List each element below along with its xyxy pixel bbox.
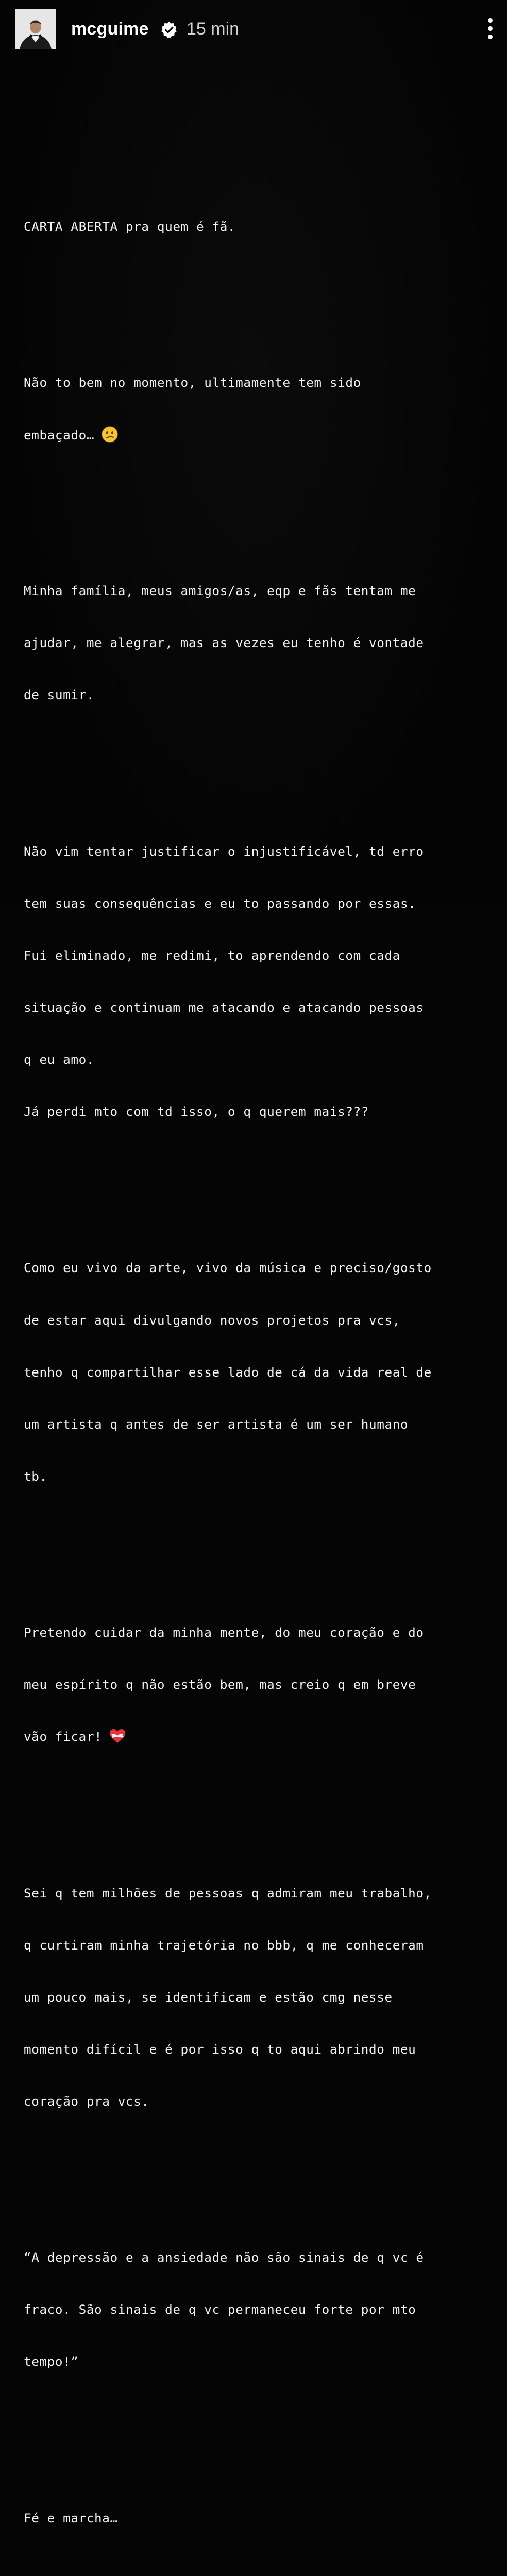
letter-line: Pretendo cuidar da minha mente, do meu coração e do (24, 1625, 424, 1640)
more-options-button[interactable] (482, 15, 499, 42)
letter-line: situação e continuam me atacando e atacando pessoas (24, 999, 424, 1015)
letter-signoff (24, 2475, 498, 2562)
letter-line: Como eu vivo da arte, vivo da música e preciso/gosto (24, 1260, 432, 1276)
letter-line: q eu amo. (24, 1052, 95, 1067)
letter-paragraph (24, 1225, 498, 1520)
profile-avatar[interactable] (15, 9, 56, 49)
letter-title (24, 183, 498, 270)
letter-line-text: vão ficar! (24, 1729, 103, 1744)
letter-line: CARTA ABERTA pra quem é fã. (24, 218, 236, 234)
letter-line: de estar aqui divulgando novos projetos pra vcs, (24, 1312, 400, 1328)
letter-paragraph (24, 548, 498, 739)
letter-paragraph (24, 339, 498, 478)
letter-line: momento difícil e é por isso q to aqui abrindo meu (24, 2041, 416, 2057)
letter-paragraph (24, 1850, 498, 2145)
confused-face-emoji-icon (102, 426, 118, 443)
letter-line: tb. (24, 1468, 47, 1484)
letter-line: um artista q antes de ser artista é um ser humano (24, 1416, 409, 1432)
mending-heart-emoji-icon (109, 1728, 126, 1744)
letter-line: Já perdi mto com td isso, o q querem mais??? (24, 1104, 369, 1120)
letter-line: tem suas consequências e eu to passando por essas. (24, 895, 416, 911)
letter-paragraph (24, 1589, 498, 1781)
letter-line: tenho q compartilhar esse lado de cá da vida real de (24, 1364, 432, 1380)
letter-line: Minha família, meus amigos/as, eqp e fãs tentam me (24, 583, 416, 599)
letter-line (24, 426, 498, 444)
letter-quote (24, 2214, 498, 2405)
ellipsis-dot (488, 35, 493, 39)
letter-line: de sumir. (24, 687, 95, 703)
letter-line: um pouco mais, se identificam e estão cmg nesse (24, 1989, 393, 2005)
avatar-photo-icon (15, 9, 56, 49)
username[interactable]: mcguime (71, 19, 149, 39)
letter-line: tempo!” (24, 2354, 79, 2369)
open-letter-text (24, 131, 498, 2576)
letter-line: Sei q tem milhões de pessoas q admiram meu trabalho, (24, 1885, 432, 1901)
letter-line: ajudar, me alegrar, mas as vezes eu tenho é vontade (24, 635, 424, 651)
letter-line-text: embaçado… (24, 427, 95, 443)
post-time: 15 min (187, 19, 240, 39)
story-header (0, 0, 507, 62)
letter-line: q curtiram minha trajetória no bbb, q me conheceram (24, 1937, 424, 1953)
letter-line: “A depressão e a ansiedade não são sinais de q vc é (24, 2250, 424, 2265)
letter-line: Não to bem no momento, ultimamente tem sido (24, 375, 361, 390)
letter-line: Não vim tentar justificar o injustificável, td erro (24, 843, 424, 859)
letter-paragraph (24, 808, 498, 1155)
letter-line: fraco. São sinais de q vc permaneceu forte por mto (24, 2302, 416, 2317)
letter-line: Fé e marcha… (24, 2510, 118, 2526)
verified-badge-icon (160, 21, 178, 39)
letter-line: Fui eliminado, me redimi, to aprendendo com cada (24, 947, 400, 963)
ellipsis-dot (488, 26, 493, 31)
letter-line: coração pra vcs. (24, 2093, 149, 2109)
letter-line: meu espírito q não estão bem, mas creio q em breve (24, 1677, 416, 1692)
vertical-ellipsis-icon (488, 18, 493, 23)
letter-line (24, 1728, 498, 1745)
